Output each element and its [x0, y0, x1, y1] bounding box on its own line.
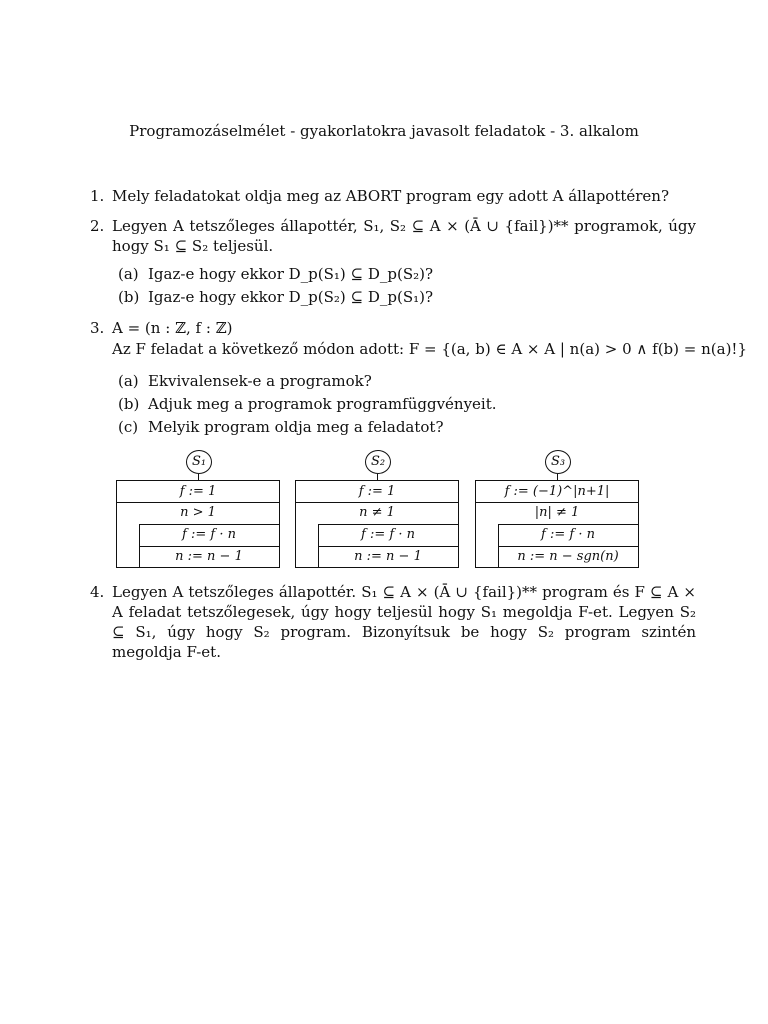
task-1 — [90, 186, 696, 206]
page-title: Programozáselmélet - gyakorlatokra javasolt feladatok - 3. alkalom — [129, 122, 639, 140]
task-4 — [90, 582, 696, 661]
subtask-label: (a) — [118, 372, 139, 390]
loop-condition: |n| ≠ 1 — [534, 505, 580, 520]
subtask-text: Igaz-e hogy ekkor D_p(S₁) ⊆ D_p(S₂)? — [148, 265, 434, 283]
subtask — [118, 287, 696, 307]
task-number: 3. — [90, 319, 105, 337]
task-number: 1. — [90, 187, 105, 205]
structogram-box — [475, 480, 639, 568]
loop-body-2: n := n − 1 — [354, 549, 422, 564]
structogram-s3 — [475, 450, 639, 570]
task-3 — [90, 318, 747, 438]
task-text: Legyen A tetszőleges állapottér, S₁, S₂ ⊆ A × (Ā ∪ {fail})** programok, úgy hogy S₁ ⊆ S₂ teljesül. — [112, 217, 696, 255]
subtask-text: Melyik program oldja meg a feladatot? — [148, 418, 444, 436]
subtask-text: Igaz-e hogy ekkor D_p(S₂) ⊆ D_p(S₁)? — [148, 288, 434, 306]
subtask-label: (a) — [118, 265, 139, 283]
init-statement: f := 1 — [179, 484, 217, 499]
loop-condition: n > 1 — [180, 505, 216, 520]
loop-body-1: f := f · n — [361, 527, 415, 542]
task-number: 2. — [90, 217, 105, 235]
subtask-label: (b) — [118, 288, 140, 306]
task-line-2: Az F feladat a következő módon adott: F = {(a, b) ∈ A × A | n(a) > 0 ∧ f(b) = n(a)!} — [112, 340, 747, 358]
loop-body-2: n := n − sgn(n) — [517, 549, 619, 564]
loop-body-2: n := n − 1 — [175, 549, 243, 564]
subtask — [118, 417, 696, 437]
task-number: 4. — [90, 583, 105, 601]
subtask-text: Adjuk meg a programok programfüggvényeit. — [148, 395, 497, 413]
structogram-box — [295, 480, 459, 568]
task-2 — [90, 216, 696, 316]
subtask — [118, 394, 696, 414]
subtask-label: (b) — [118, 395, 140, 413]
init-statement: f := (−1)^|n+1| — [504, 484, 610, 499]
structogram-s1 — [116, 450, 280, 570]
task-text: Mely feladatokat oldja meg az ABORT program egy adott A állapottéren? — [112, 187, 670, 205]
task-line-1: A = (n : ℤ, f : ℤ) — [112, 319, 233, 337]
loop-body-1: f := f · n — [541, 527, 595, 542]
subtask — [118, 371, 696, 391]
loop-condition: n ≠ 1 — [359, 505, 395, 520]
program-name: S₃ — [545, 450, 571, 474]
structogram-s2 — [295, 450, 459, 570]
program-name: S₁ — [186, 450, 212, 474]
subtask-label: (c) — [118, 418, 139, 436]
task-text: Legyen A tetszőleges állapottér. S₁ ⊆ A × (Ā ∪ {fail})** program és F ⊆ A × A feladat tetszőlegesek, úgy hogy teljesül hogy S₁ megoldja F-et. Legyen S₂ ⊆ S₁, úgy hogy S₂ program. Bizonyítsuk be hogy S₂ program szintén megoldja F-et. — [112, 583, 696, 661]
init-statement: f := 1 — [358, 484, 396, 499]
subtask-text: Ekvivalensek-e a programok? — [148, 372, 372, 390]
structogram-box — [116, 480, 280, 568]
loop-body-1: f := f · n — [182, 527, 236, 542]
subtask — [118, 264, 696, 284]
program-name: S₂ — [365, 450, 391, 474]
